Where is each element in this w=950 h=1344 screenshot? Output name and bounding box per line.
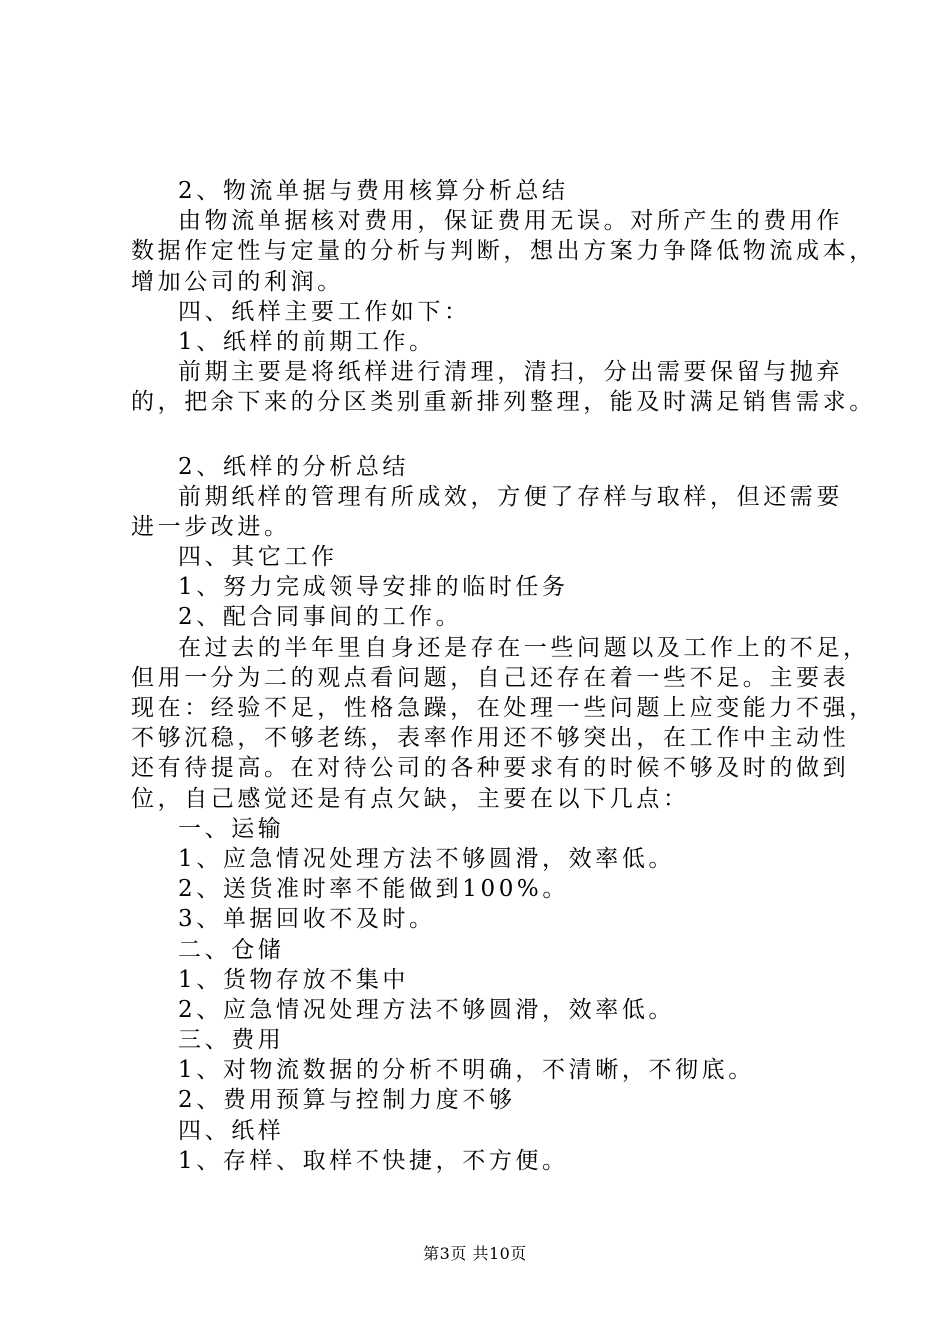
section-heading: 三、费用: [178, 1027, 285, 1054]
list-item: 2、送货准时率不能做到100%。: [178, 876, 569, 903]
text-line: 在过去的半年里自身还是存在一些问题以及工作上的不足，: [178, 634, 870, 661]
document-body: [131, 176, 876, 1176]
text-line: 的，把余下来的分区类别重新排列整理，能及时满足销售需求。: [131, 389, 876, 416]
page-footer: 第3页 共10页: [423, 1244, 527, 1263]
list-item: 1、对物流数据的分析不明确，不清晰，不彻底。: [178, 1057, 755, 1084]
list-item: 3、单据回收不及时。: [178, 906, 436, 933]
text-line: 不够沉稳，不够老练，表率作用还不够突出，在工作中主动性: [131, 725, 850, 752]
section-heading: 四、其它工作: [178, 544, 338, 571]
paragraph-gap: [131, 418, 837, 452]
list-item: 1、应急情况处理方法不够圆滑，效率低。: [178, 845, 676, 872]
text-line: 2、配合同事间的工作。: [178, 604, 463, 631]
section-heading: 二、仓储: [178, 936, 285, 963]
text-line: 1、努力完成领导安排的临时任务: [178, 574, 569, 601]
text-line: 但用一分为二的观点看问题，自己还存在着一些不足。主要表: [131, 664, 850, 691]
list-item: 1、存样、取样不快捷，不方便。: [178, 1147, 569, 1174]
list-item: 2、费用预算与控制力度不够: [178, 1087, 516, 1114]
text-line: 数据作定性与定量的分析与判断，想出方案力争降低物流成本，: [131, 238, 876, 265]
text-line: 前期纸样的管理有所成效，方便了存样与取样，但还需要: [178, 483, 843, 510]
list-item: 2、应急情况处理方法不够圆滑，效率低。: [178, 996, 676, 1023]
text-line: 2、物流单据与费用核算分析总结: [178, 178, 569, 204]
section-heading: 一、运输: [178, 815, 285, 842]
text-line: 进一步改进。: [131, 513, 291, 540]
list-item: 1、货物存放不集中: [178, 966, 410, 993]
text-line: 增加公司的利润。: [131, 268, 344, 295]
text-line: 现在：经验不足，性格急躁，在处理一些问题上应变能力不强，: [131, 695, 876, 721]
section-heading: 四、纸样: [178, 1117, 285, 1144]
text-line: 2、纸样的分析总结: [178, 453, 410, 480]
text-line: 1、纸样的前期工作。: [178, 328, 436, 355]
text-line: 还有待提高。在对待公司的各种要求有的时候不够及时的做到: [131, 755, 850, 782]
text-line: 前期主要是将纸样进行清理，清扫，分出需要保留与抛弃: [178, 359, 843, 386]
section-heading: 四、纸样主要工作如下：: [178, 298, 471, 325]
text-line: 位，自己感觉还是有点欠缺，主要在以下几点：: [131, 785, 690, 812]
text-line: 由物流单据核对费用，保证费用无误。对所产生的费用作: [178, 208, 843, 235]
